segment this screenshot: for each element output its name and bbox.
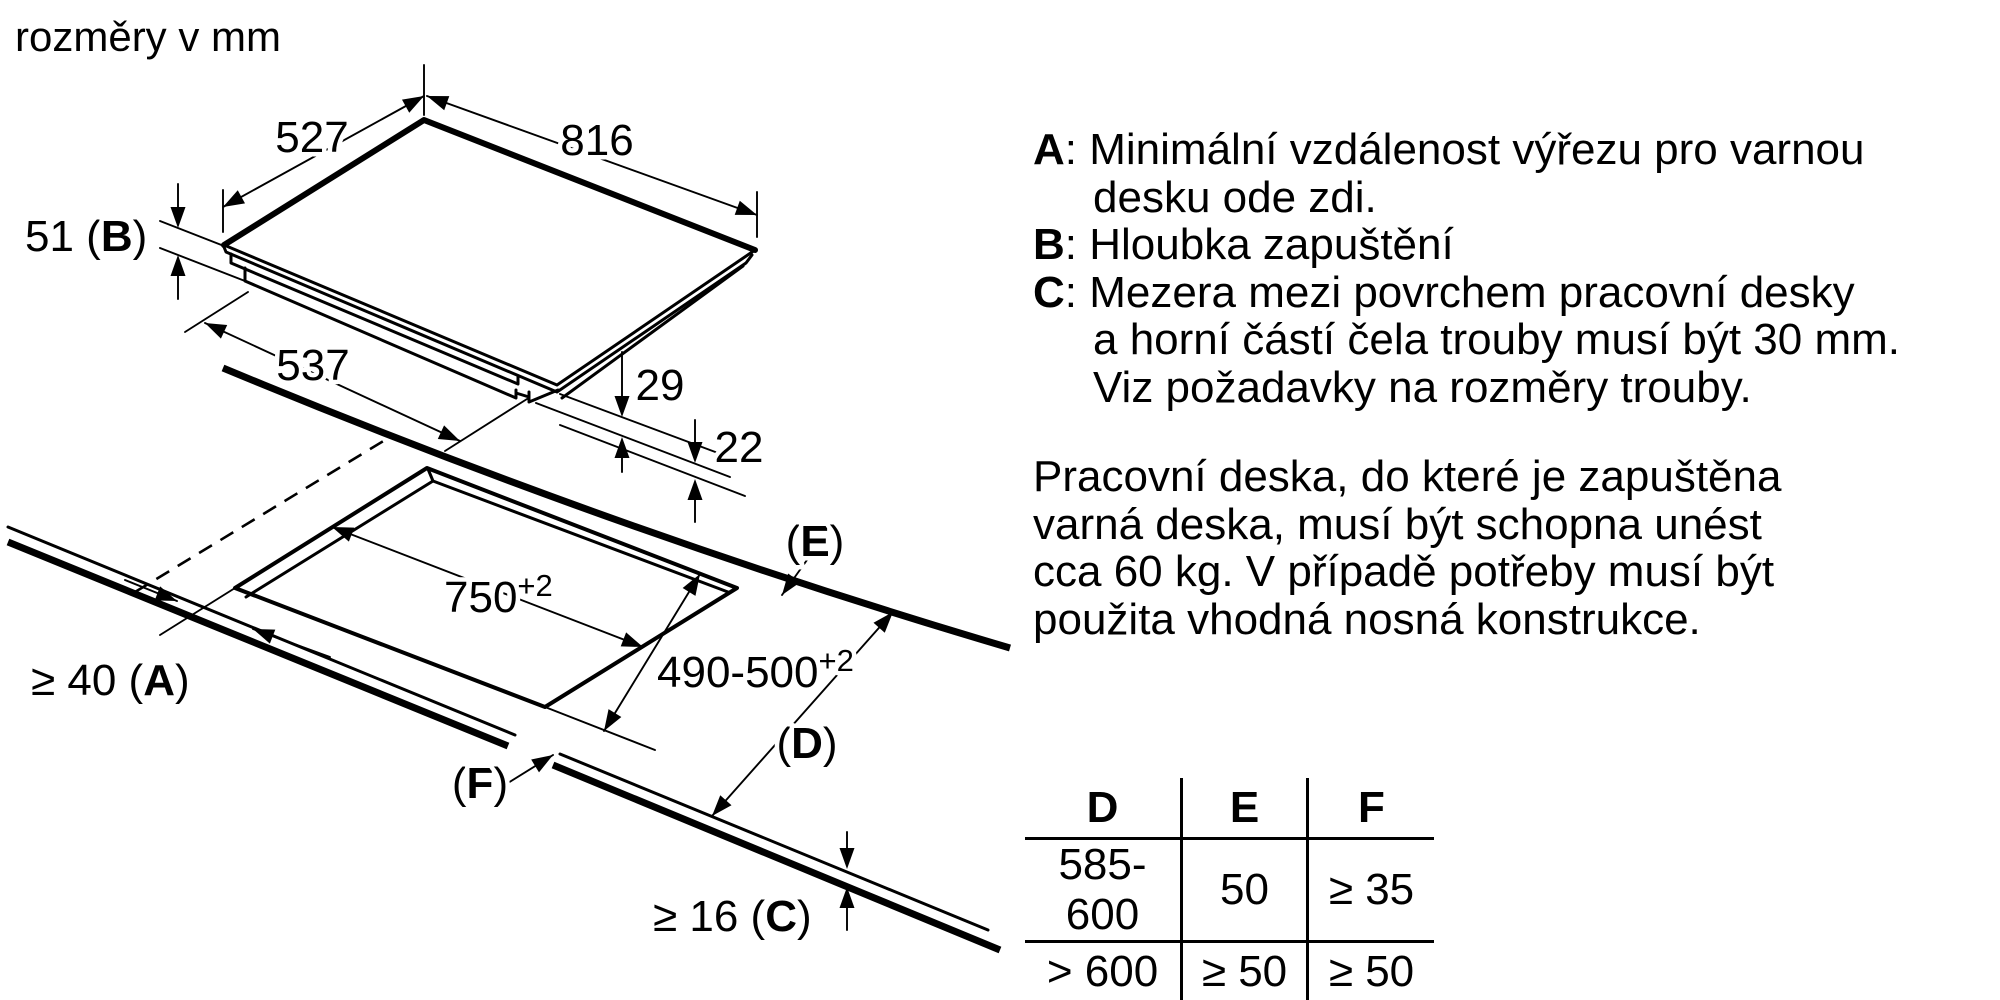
note-c-line-2: a horní částí čela trouby musí být 30 mm. [1093, 315, 1900, 364]
dim-e-label: (E) [785, 517, 845, 566]
table-header-e: E [1182, 778, 1308, 839]
note-a-line-1: Minimální vzdálenost výřezu pro varnou [1089, 125, 1865, 174]
note-b-line-1: Hloubka zapuštění [1089, 220, 1454, 269]
worktop-note-line-3: cca 60 kg. V případě potřeby musí být [1033, 547, 1775, 596]
worktop-note-line-2: varná deska, musí být schopna unést [1033, 499, 1762, 549]
note-b: B: Hloubka zapuštění [1033, 220, 1454, 269]
table-cell-f1: ≥ 35 [1308, 839, 1435, 942]
note-c-letter: C [1033, 267, 1065, 317]
dim-51b-label: 51 (B) [25, 212, 148, 261]
note-a: A: Minimální vzdálenost výřezu pro varnou desku ode zdi. [1033, 126, 1900, 221]
note-a-line-2: desku ode zdi. [1093, 172, 1377, 222]
ext-51b-top [160, 221, 224, 246]
dim-527-label: 527 [275, 113, 349, 162]
dim-29-label: 29 [635, 361, 685, 410]
dim-c-label: ≥ 16 (C) [653, 892, 812, 941]
dim-22-label: 22 [714, 423, 764, 472]
dim-d-label: (D) [776, 719, 838, 768]
table-header-row [1025, 778, 1434, 839]
dim-816-label: 816 [560, 116, 634, 165]
note-a-letter: A [1033, 125, 1065, 174]
table-cell-e2: ≥ 50 [1182, 942, 1308, 1000]
table-header-f: F [1308, 778, 1435, 839]
ext-537-right [445, 399, 527, 451]
ext-490 [545, 707, 655, 750]
legend-notes [1033, 126, 1900, 411]
worktop-note-line-1: Pracovní deska, do které je zapuštěna [1033, 452, 1782, 501]
table-cell-d2: > 600 [1046, 947, 1159, 996]
note-b-letter: B [1033, 220, 1065, 269]
wall-line [223, 368, 1010, 648]
dim-750-label: $750^{+2}$ [444, 568, 553, 622]
table-row [1025, 839, 1434, 942]
hob-box-notch [516, 390, 558, 402]
dim-490-500-label: $490-500^{+2}$ [657, 643, 854, 697]
worktop-note-line-4: použita vhodná nosná konstrukce. [1033, 594, 1701, 644]
note-c-line-3: Viz požadavky na rozměry trouby. [1093, 362, 1752, 412]
table-cell-e1: 50 [1182, 839, 1308, 942]
dim-f-label: (F) [451, 759, 509, 808]
ext-29-bottom [536, 403, 730, 477]
note-c: C: Mezera mezi povrchem pracovní desky a horní částí čela trouby musí být 30 mm. Viz požadavky na rozměry trouby. [1033, 267, 1900, 412]
table-cell-f2: ≥ 50 [1328, 947, 1415, 996]
table-cell-d1: 585-600 [1025, 839, 1182, 942]
table-row [1025, 942, 1434, 1000]
worktop-load-note [1033, 453, 1781, 643]
dim-line-d [712, 612, 893, 816]
note-c-line-1: Mezera mezi povrchem pracovní desky [1089, 267, 1855, 317]
dim-537-label: 537 [276, 341, 350, 390]
table-header-d: D [1025, 778, 1182, 839]
page-title: rozměry v mm [15, 13, 281, 60]
clearance-table [1025, 778, 1434, 1000]
dim-a-label: ≥ 40 (A) [31, 656, 190, 705]
